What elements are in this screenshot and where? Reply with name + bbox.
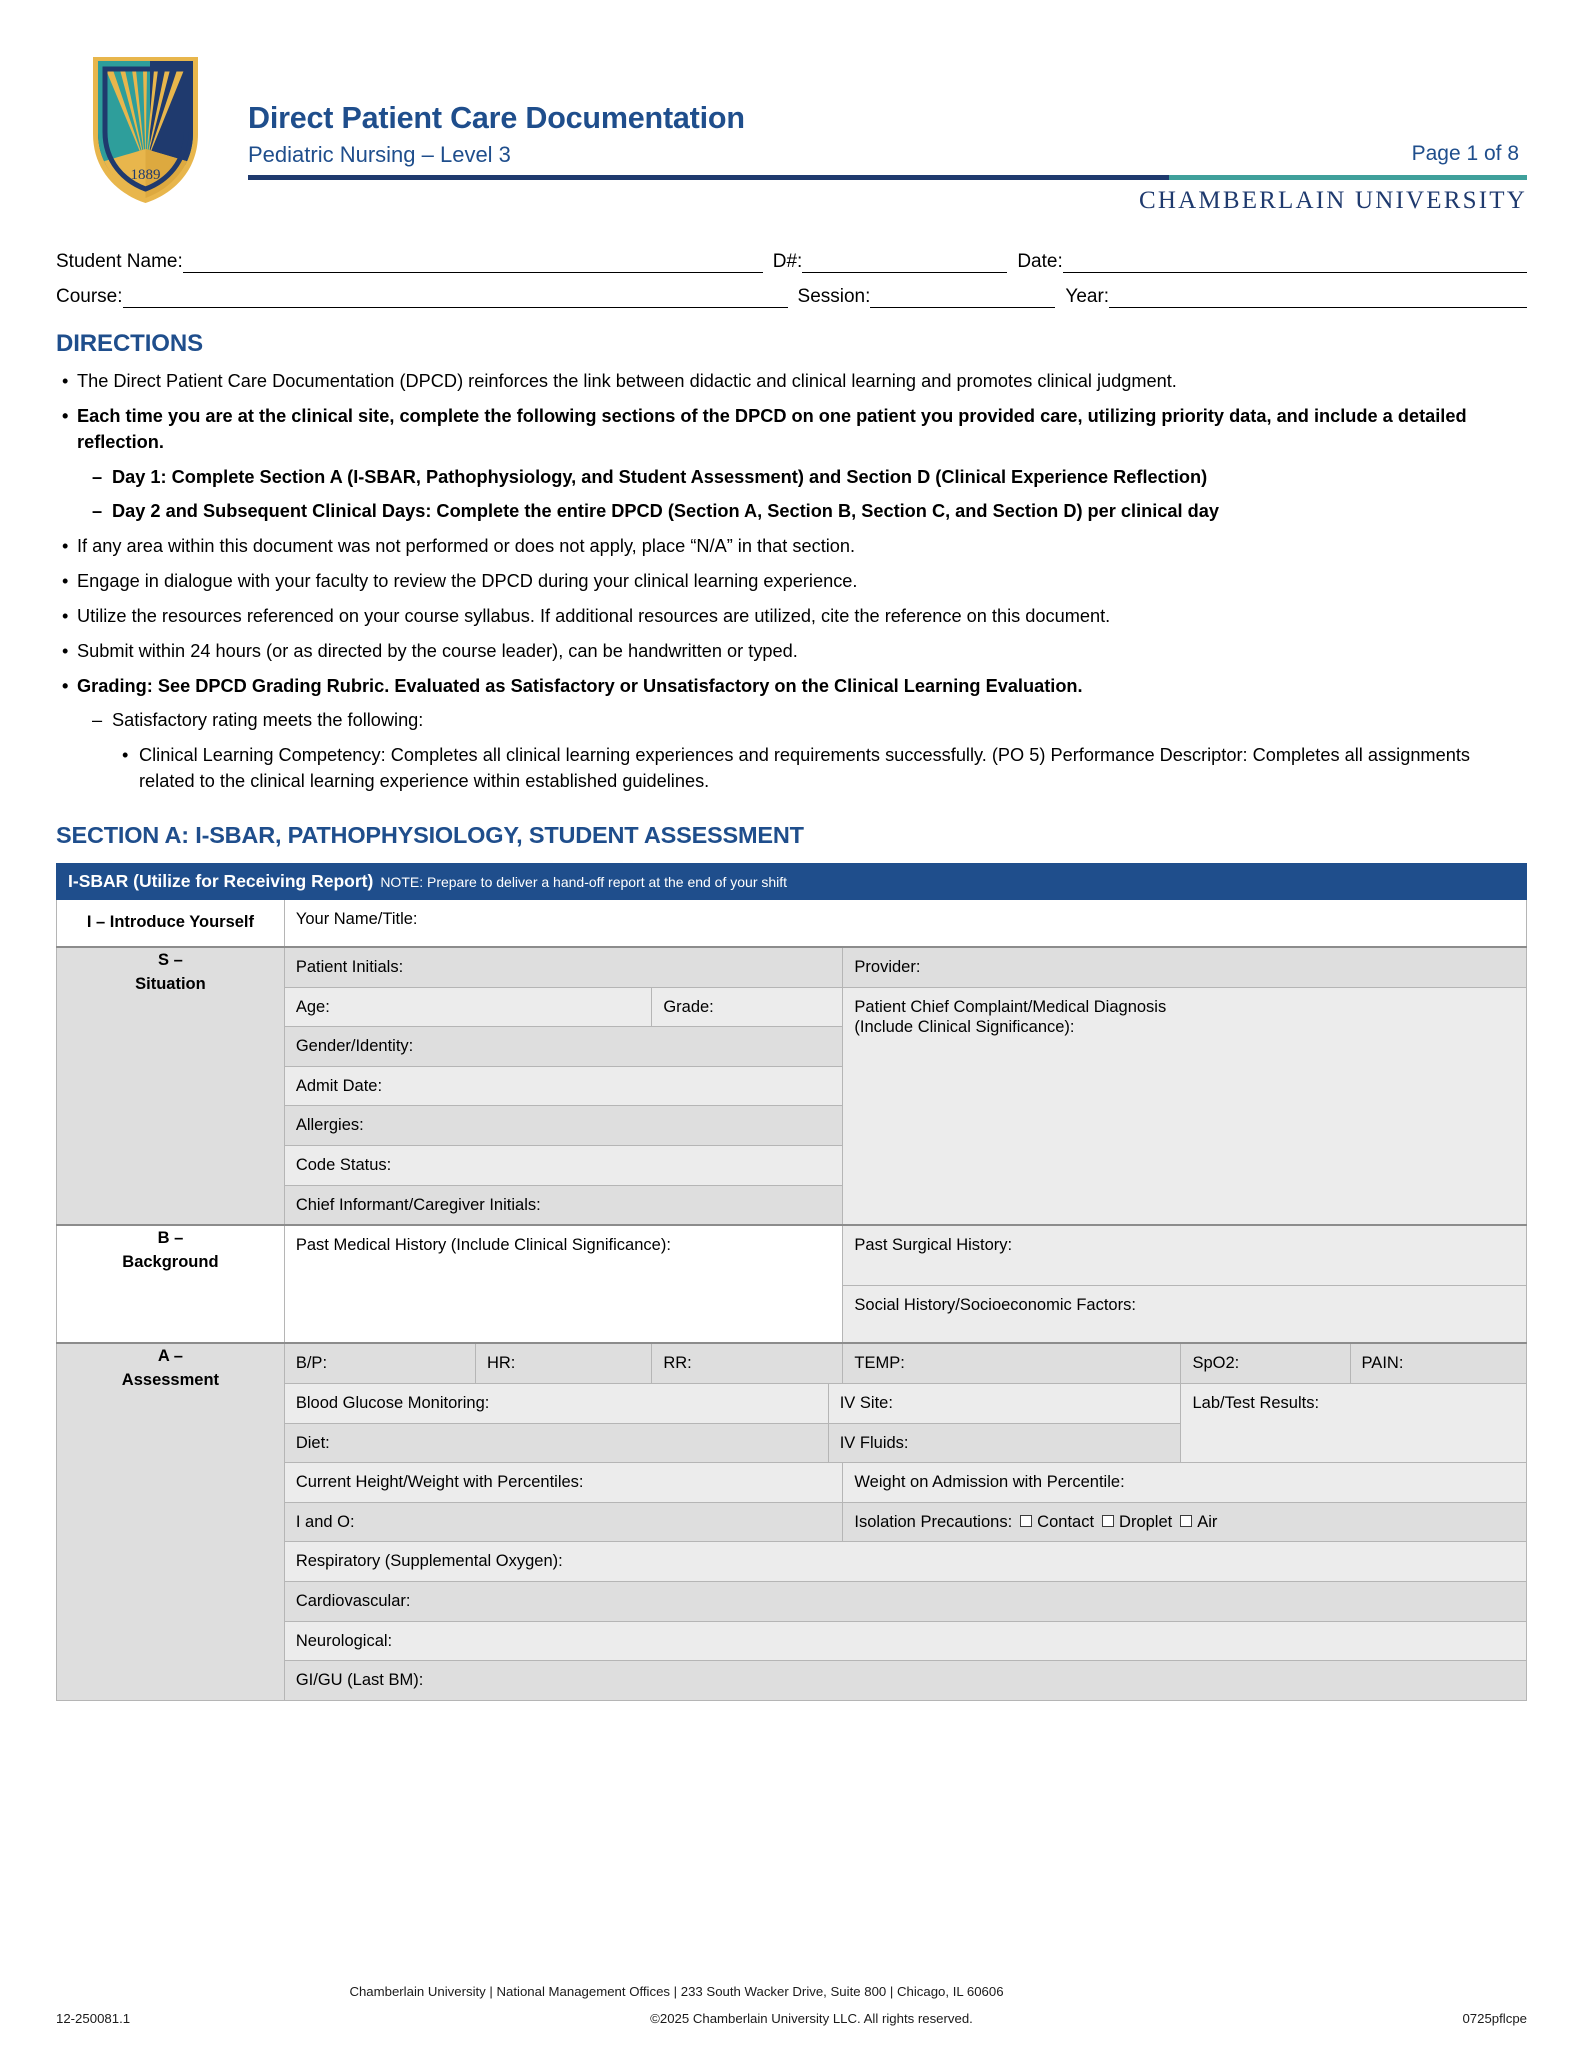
gi-gu-field[interactable]: GI/GU (Last BM):	[284, 1661, 1526, 1701]
table-header-row	[57, 863, 1527, 899]
direction-item	[56, 404, 1527, 456]
situation-row-label	[57, 947, 285, 1225]
direction-text: Day 2 and Subsequent Clinical Days: Complete the entire DPCD (Section A, Section B, Section C, and Section D) per clinical day	[112, 501, 1219, 522]
student-info-fields	[0, 251, 1583, 308]
direction-text: Each time you are at the clinical site, complete the following sections of the DPCD on one patient you provided care, utilizing priority data, and include a detailed reflection.	[77, 405, 1467, 452]
iv-site-field[interactable]: IV Site:	[828, 1383, 1181, 1423]
page-footer	[0, 1984, 1583, 2026]
bullet-icon: •	[62, 640, 69, 661]
student-name-input[interactable]	[183, 253, 763, 273]
direction-item	[56, 708, 1527, 734]
bullet-icon: •	[62, 605, 69, 626]
direction-item	[56, 465, 1527, 491]
direction-item	[56, 534, 1527, 560]
provider-field[interactable]: Provider:	[843, 947, 1527, 987]
assessment-row-label	[57, 1343, 285, 1700]
iv-fluids-field[interactable]: IV Fluids:	[828, 1423, 1181, 1463]
direction-item	[56, 499, 1527, 525]
rr-field[interactable]: RR:	[652, 1343, 843, 1383]
background-label-line2: Background	[122, 1253, 219, 1272]
direction-item	[56, 743, 1527, 795]
isolation-precautions-label: Isolation Precautions:	[854, 1512, 1013, 1531]
age-field[interactable]: Age:	[284, 987, 651, 1027]
chief-complaint-line1: Patient Chief Complaint/Medical Diagnosis	[854, 997, 1167, 1016]
direction-text: Utilize the resources referenced on your course syllabus. If additional resources are utilized, cite the reference on this document.	[77, 605, 1111, 626]
session-input[interactable]	[870, 288, 1055, 308]
footer-address: Chamberlain University | National Management Offices | 233 South Wacker Drive, Suite 800 | Chicago, IL 60606	[349, 1984, 1004, 1999]
university-name: CHAMBERLAIN UNIVERSITY	[1139, 186, 1527, 214]
introduce-row-label: I – Introduce Yourself	[57, 899, 285, 946]
weight-on-admission-field[interactable]: Weight on Admission with Percentile:	[843, 1463, 1527, 1503]
date-input[interactable]	[1063, 253, 1527, 273]
checkbox-contact[interactable]	[1020, 1515, 1032, 1527]
dnumber-label: D#:	[772, 251, 803, 272]
date-label: Date:	[1017, 251, 1063, 272]
code-status-field[interactable]: Code Status:	[284, 1146, 843, 1186]
header-divider-rule	[248, 175, 1527, 180]
footer-right-code: 0725pflcpe	[1462, 2011, 1527, 2026]
bp-field[interactable]: B/P:	[284, 1343, 475, 1383]
isolation-precautions-field[interactable]	[843, 1502, 1527, 1542]
dash-icon: –	[92, 466, 103, 487]
situation-label-line2: Situation	[135, 974, 206, 993]
respiratory-field[interactable]: Respiratory (Supplemental Oxygen):	[284, 1542, 1526, 1582]
i-and-o-field[interactable]: I and O:	[284, 1502, 843, 1542]
checkbox-air[interactable]	[1180, 1515, 1192, 1527]
page-title: Direct Patient Care Documentation	[248, 101, 745, 135]
diet-field[interactable]: Diet:	[284, 1423, 828, 1463]
direction-item	[56, 369, 1527, 395]
dash-icon: –	[92, 501, 103, 522]
direction-text: Satisfactory rating meets the following:	[112, 710, 424, 731]
direction-text: Grading: See DPCD Grading Rubric. Evaluated as Satisfactory or Unsatisfactory on the Clinical Learning Evaluation.	[77, 675, 1083, 696]
dnumber-input[interactable]	[802, 253, 1007, 273]
student-info-row-2	[56, 286, 1527, 308]
direction-text: If any area within this document was not performed or does not apply, place “N/A” in that section.	[77, 536, 856, 557]
assessment-label-line1: A –	[157, 1347, 183, 1366]
isolation-droplet-label: Droplet	[1119, 1512, 1173, 1531]
table-row	[57, 1225, 1527, 1285]
pain-field[interactable]: PAIN:	[1350, 1343, 1526, 1383]
temp-field[interactable]: TEMP:	[843, 1343, 1181, 1383]
bullet-icon: •	[62, 405, 69, 426]
table-row	[57, 1343, 1527, 1383]
table-row	[57, 899, 1527, 946]
isolation-contact-label: Contact	[1037, 1512, 1095, 1531]
patient-initials-field[interactable]: Patient Initials:	[284, 947, 843, 987]
isbar-table-wrapper	[0, 863, 1583, 1701]
year-label: Year:	[1065, 286, 1110, 307]
chief-complaint-field[interactable]	[843, 987, 1527, 1225]
cardiovascular-field[interactable]: Cardiovascular:	[284, 1582, 1526, 1622]
lab-test-results-field[interactable]: Lab/Test Results:	[1181, 1383, 1527, 1462]
your-name-title-field[interactable]: Your Name/Title:	[284, 899, 1526, 946]
direction-item	[56, 639, 1527, 665]
student-name-label: Student Name:	[56, 251, 183, 272]
table-row	[57, 947, 1527, 987]
isbar-note: NOTE: Prepare to deliver a hand-off report at the end of your shift	[380, 873, 788, 890]
header-text-block	[248, 50, 1527, 215]
social-history-field[interactable]: Social History/Socioeconomic Factors:	[843, 1285, 1527, 1343]
direction-item	[56, 674, 1527, 700]
logo-year-text: 1889	[130, 167, 161, 183]
footer-bottom-row	[56, 2011, 1527, 2026]
situation-label-line1: S –	[158, 950, 183, 969]
gender-identity-field[interactable]: Gender/Identity:	[284, 1027, 843, 1067]
admit-date-field[interactable]: Admit Date:	[284, 1066, 843, 1106]
bullet-icon: •	[62, 371, 69, 391]
direction-text: Submit within 24 hours (or as directed by the course leader), can be handwritten or typed.	[77, 640, 798, 661]
past-surgical-history-field[interactable]: Past Surgical History:	[843, 1225, 1527, 1285]
session-label: Session:	[797, 286, 871, 307]
directions-heading: DIRECTIONS	[56, 330, 204, 357]
year-input[interactable]	[1109, 288, 1527, 308]
past-medical-history-field[interactable]: Past Medical History (Include Clinical Significance):	[284, 1225, 843, 1343]
neurological-field[interactable]: Neurological:	[284, 1621, 1526, 1661]
direction-item	[56, 569, 1527, 595]
footer-copyright: ©2025 Chamberlain University LLC. All rights reserved.	[650, 2011, 973, 2026]
isolation-air-label: Air	[1197, 1512, 1218, 1531]
allergies-field[interactable]: Allergies:	[284, 1106, 843, 1146]
checkbox-droplet[interactable]	[1102, 1515, 1114, 1527]
bullet-icon: •	[62, 571, 69, 592]
direction-text: Clinical Learning Competency: Completes all clinical learning experiences and requirements successfully. (PO 5) Performance Descriptor: Completes all assignments related to the clinical learning experience within established guidelines.	[139, 745, 1470, 792]
page-number: Page 1 of 8	[1411, 141, 1519, 165]
background-label-line1: B –	[157, 1229, 184, 1248]
bullet-icon: •	[122, 745, 129, 766]
bullet-icon: •	[62, 536, 69, 557]
rule-navy-segment	[248, 175, 1169, 180]
hr-field[interactable]: HR:	[475, 1343, 651, 1383]
section-a-heading: SECTION A: I-SBAR, PATHOPHYSIOLOGY, STUDENT ASSESSMENT	[56, 821, 804, 848]
chief-complaint-line2: (Include Clinical Significance):	[854, 1018, 1075, 1037]
footer-doc-code: 12-250081.1	[56, 2011, 131, 2026]
page-subtitle: Pediatric Nursing – Level 3	[248, 141, 511, 167]
blood-glucose-field[interactable]: Blood Glucose Monitoring:	[284, 1383, 828, 1423]
direction-text: The Direct Patient Care Documentation (DPCD) reinforces the link between didactic and clinical learning and promotes clinical judgment.	[77, 371, 1177, 391]
directions-list	[0, 369, 1583, 795]
dash-icon: –	[92, 710, 103, 731]
grade-field[interactable]: Grade:	[652, 987, 843, 1027]
direction-text: Day 1: Complete Section A (I-SBAR, Pathophysiology, and Student Assessment) and Section D (Clinical Experience Reflection)	[112, 466, 1208, 487]
course-label: Course:	[56, 286, 123, 307]
rule-teal-segment	[1169, 175, 1527, 180]
isbar-table	[56, 863, 1527, 1701]
spo2-field[interactable]: SpO2:	[1181, 1343, 1350, 1383]
student-info-row-1	[56, 251, 1527, 273]
isbar-title-bar	[57, 863, 1527, 899]
bullet-icon: •	[62, 675, 69, 696]
current-height-weight-field[interactable]: Current Height/Weight with Percentiles:	[284, 1463, 843, 1503]
course-input[interactable]	[123, 288, 788, 308]
assessment-label-line2: Assessment	[121, 1371, 220, 1390]
isbar-title: I-SBAR (Utilize for Receiving Report)	[68, 870, 374, 891]
page-header	[0, 0, 1583, 235]
direction-text: Engage in dialogue with your faculty to review the DPCD during your clinical learning experience.	[77, 571, 858, 592]
chief-informant-field[interactable]: Chief Informant/Caregiver Initials:	[284, 1185, 843, 1225]
direction-item	[56, 604, 1527, 630]
chamberlain-shield-logo-icon	[88, 55, 203, 203]
background-row-label	[57, 1225, 285, 1343]
